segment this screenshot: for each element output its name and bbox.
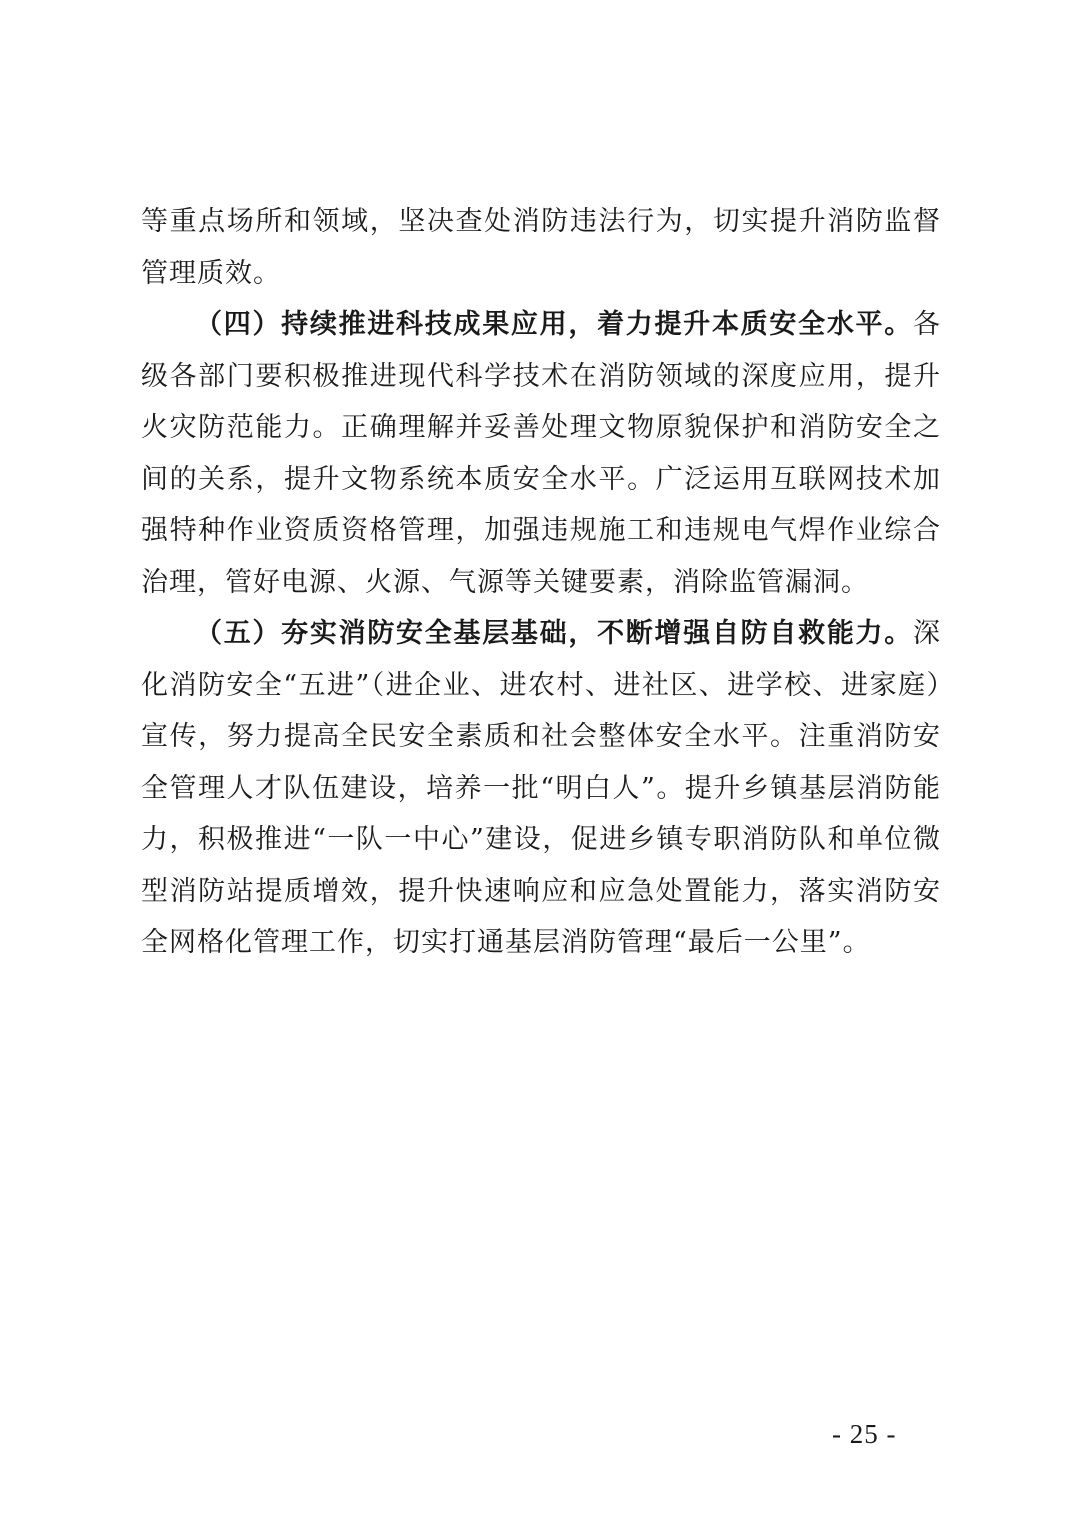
paragraph-text: 各级各部门要积极推进现代科学技术在消防领域的深度应用，提升火灾防范能力。正确理解并妥善处理文物原貌保护和消防安全之间的关系，提升文物系统本质安全水平。广泛运用互联网技术加强特种作业资质资格管理，加强违规施工和违规电气焊作业综合治理，管好电源、火源、气源等关键要素，消除监管漏洞。	[141, 309, 941, 598]
paragraph-text: 等重点场所和领域，坚决查处消防违法行为，切实提升消防监督管理质效。	[141, 206, 941, 289]
paragraph-continuation	[141, 196, 941, 299]
section-heading-5: （五）夯实消防安全基层基础，不断增强自防自救能力。	[195, 618, 913, 649]
page-number: - 25 -	[832, 1419, 897, 1449]
document-body	[141, 196, 941, 969]
section-heading-4: （四）持续推进科技成果应用，着力提升本质安全水平。	[195, 309, 913, 340]
paragraph-section-4	[141, 299, 941, 608]
paragraph-section-5	[141, 608, 941, 969]
paragraph-text: 深化消防安全“五进”（进企业、进农村、进社区、进学校、进家庭）宣传，努力提高全民安全素质和社会整体安全水平。注重消防安全管理人才队伍建设，培养一批“明白人”。提升乡镇基层消防能力，积极推进“一队一中心”建设，促进乡镇专职消防队和单位微型消防站提质增效，提升快速响应和应急处置能力，落实消防安全网格化管理工作，切实打通基层消防管理“最后一公里”。	[141, 618, 941, 958]
